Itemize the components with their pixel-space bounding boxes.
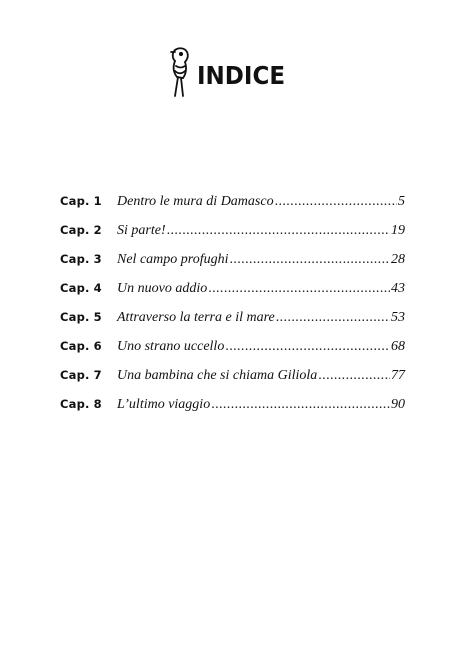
page-number: 28 xyxy=(391,252,405,267)
leader-dots xyxy=(276,310,390,326)
toc-row-8[interactable] xyxy=(60,397,405,426)
chapter-label: Cap. 1 xyxy=(60,194,102,208)
toc-row-6[interactable] xyxy=(60,339,405,368)
toc-row-1[interactable] xyxy=(60,194,405,223)
chapter-title: Attraverso la terra e il mare xyxy=(117,310,275,325)
table-of-contents xyxy=(60,194,405,426)
chapter-label: Cap. 4 xyxy=(60,281,102,295)
toc-row-3[interactable] xyxy=(60,252,405,281)
leader-dots xyxy=(211,397,390,413)
chapter-title: Una bambina che si chiama Giliola xyxy=(117,368,318,383)
chapter-title: L’ultimo viaggio xyxy=(117,397,211,412)
leader-dots xyxy=(225,339,390,355)
leader-dots xyxy=(318,368,390,384)
chapter-label: Cap. 2 xyxy=(60,223,102,237)
toc-row-2[interactable] xyxy=(60,223,405,252)
page-number: 43 xyxy=(391,281,405,296)
page-number: 77 xyxy=(391,368,405,383)
page-number: 53 xyxy=(391,310,405,325)
leader-dots xyxy=(229,252,390,268)
bird-icon xyxy=(163,44,197,102)
chapter-title: Dentro le mura di Damasco xyxy=(117,194,274,209)
chapter-title: Uno strano uccello xyxy=(117,339,225,354)
chapter-label: Cap. 5 xyxy=(60,310,102,324)
page-number: 90 xyxy=(391,397,405,412)
leader-dots xyxy=(167,223,390,239)
index-heading xyxy=(163,44,303,102)
chapter-label: Cap. 8 xyxy=(60,397,102,411)
chapter-label: Cap. 6 xyxy=(60,339,102,353)
page-number: 68 xyxy=(391,339,405,354)
toc-row-5[interactable] xyxy=(60,310,405,339)
page-number: 5 xyxy=(398,194,405,209)
leader-dots xyxy=(275,194,397,210)
chapter-label: Cap. 3 xyxy=(60,252,102,266)
toc-row-4[interactable] xyxy=(60,281,405,310)
toc-row-7[interactable] xyxy=(60,368,405,397)
leader-dots xyxy=(208,281,390,297)
page-title: INDICE xyxy=(197,61,286,90)
chapter-title: Un nuovo addio xyxy=(117,281,208,296)
chapter-title: Si parte! xyxy=(117,223,166,238)
chapter-title: Nel campo profughi xyxy=(117,252,229,267)
page-number: 19 xyxy=(391,223,405,238)
chapter-label: Cap. 7 xyxy=(60,368,102,382)
